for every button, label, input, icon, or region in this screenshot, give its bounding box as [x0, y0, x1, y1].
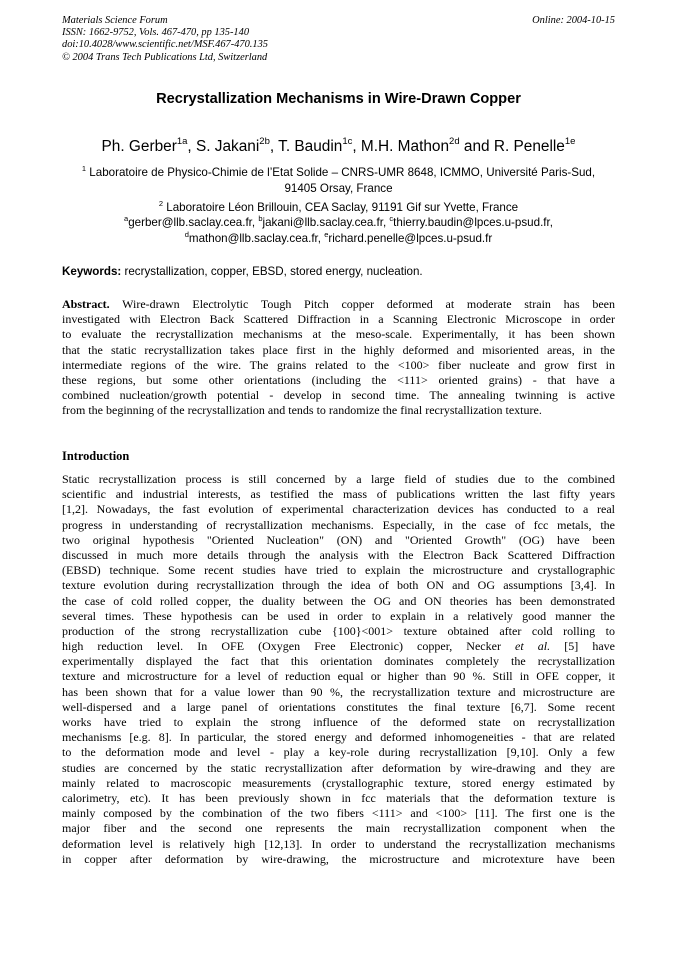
abstract-line: combined nucleation/growth potential - develop in second time. The annealing twinning is active — [62, 388, 615, 403]
section-heading-introduction: Introduction — [62, 449, 130, 463]
author-list — [62, 136, 615, 158]
body-line: the case of cold rolled copper, the duality between the OG and ON theories has been demonstrated — [62, 593, 615, 608]
author: Ph. Gerber$^{1a}$, — [101, 136, 196, 155]
abstract-line: from the beginning of the recrystallization and tends to randomize the final recrystallization texture. — [62, 403, 542, 418]
keywords — [62, 264, 615, 279]
abstract — [62, 297, 615, 419]
body-line: high reduction level. In OFE (Oxygen Free Electronic) copper, Necker et al. [5] have — [62, 639, 615, 654]
keywords-label: Keywords: — [62, 265, 122, 278]
body-line: in copper after deformation by wire-drawing, the microstructure and microtexture have been — [62, 851, 615, 866]
copyright-line: © 2004 Trans Tech Publications Ltd, Switzerland — [62, 51, 268, 63]
introduction-body — [62, 472, 615, 867]
issn-line: ISSN: 1662-9752, Vols. 467-470, pp 135-140 — [62, 27, 250, 39]
body-line: scientific and industrial interests, as testified the mass of publications written the last fifty years — [62, 487, 615, 502]
abstract-line: that the static recrystallization takes place first in the highly deformed and misoriented areas, in the — [62, 342, 615, 357]
body-line: has been shown that for a value lower than 90 %, the recrystallization texture and microstructure are — [62, 684, 615, 699]
journal-name: Materials Science Forum — [62, 15, 168, 26]
author: R. Penelle$^{1e}$ — [493, 136, 576, 155]
abstract-line: investigated with Electron Back Scattered Diffraction in a Scanning Electronic Microscope in order — [62, 312, 615, 327]
body-line: two original hypothesis "Oriented Nucleation" (ON) and "Oriented Growth" (OG) have been — [62, 532, 615, 547]
body-line: well-dispersed and a large panel of orientations constitutes the final texture [6,7]. Some recent — [62, 699, 615, 714]
abstract-line: Abstract. Wire-drawn Electrolytic Tough Pitch copper deformed at moderate strain has been — [62, 297, 615, 311]
author-email: $^e$richard.penelle@lpces.u-psud.fr — [324, 229, 493, 245]
body-line: Static recrystallization process is still concerned by a large field of studies due to the combined — [62, 472, 615, 486]
online-date: Online: 2004-10-15 — [532, 15, 615, 26]
body-line: (EBSD) technique. Some recent studies have tried to explain the microstructure and crystallographic — [62, 563, 615, 578]
affiliation-2: $^2$ Laboratoire Léon Brillouin, CEA Saclay, 91191 Gif sur Yvette, France — [158, 199, 519, 214]
author: T. Baudin$^{1c}$, — [278, 136, 361, 155]
doi-line: doi:10.4028/www.scientific.net/MSF.467-470.135 — [62, 39, 268, 51]
abstract-line: intermediate regions of the wire. The grains related to the <100> fiber nucleate and grow first in — [62, 357, 615, 372]
abstract-label: Abstract. — [62, 297, 110, 311]
author-email: $^c$thierry.baudin@lpces.u-psud.fr, — [389, 214, 553, 229]
body-line: texture and microstructure for a level of reduction equal or higher than 90 %. Still in OFE copper, it — [62, 669, 615, 684]
body-line: texture evolution during recrystallization through the idea of both ON and OG assumptions [3,4]. In — [62, 578, 615, 593]
body-line: discussed in much more details through the analysis with the Electron Back Scattered Diffraction — [62, 547, 615, 562]
author-email: $^a$gerber@llb.saclay.cea.fr, — [124, 214, 259, 229]
keywords-text: recrystallization, copper, EBSD, stored energy, nucleation. — [121, 265, 423, 278]
body-line: to the deformation mode and level - play a key-role during recrystallization [9,10]. Only a few — [62, 745, 615, 760]
body-line: calorimetry, etc). It has been previously shown in fcc materials that the deformation texture is — [62, 790, 615, 805]
affiliation-1: $^1$ Laboratoire de Physico-Chimie de l’Etat Solide – CNRS-UMR 8648, ICMMO, Université Paris-Sud, 91405 Orsay, France — [81, 164, 596, 195]
paper-title: Recrystallization Mechanisms in Wire-Drawn Copper — [156, 91, 521, 107]
body-line: experimentally displayed the fact that this orientation dominates completely the recrystallization — [62, 654, 615, 669]
author: S. Jakani$^{2b}$, — [195, 136, 279, 155]
body-line: works have tried to explain the strong influence of the deformed state on recrystallization — [62, 715, 615, 729]
author-email: $^d$mathon@llb.saclay.cea.fr, — [184, 229, 325, 245]
author-email: $^b$jakani@llb.saclay.cea.fr, — [258, 214, 390, 229]
body-line: mainly related to macroscopic measurements (crystallographic texture, stored energy estimated by — [62, 775, 615, 790]
body-line: mechanisms [e.g. 8]. In particular, the stored energy and deformed inhomogeneities - that are related — [62, 730, 615, 745]
abstract-line: to evaluate the recrystallization mechanisms at the meso-scale. Experimentally, it has been shown — [62, 327, 615, 342]
body-line: [1,2]. Nowadays, the fast evolution of experimental characterization devices has conducted to a real — [62, 502, 615, 517]
email-list — [72, 215, 605, 246]
author: M.H. Mathon$^{2d}$ and — [360, 136, 494, 155]
body-line: deformation level is relatively high [12,13]. In order to understand the recrystallization mechanisms — [62, 836, 615, 851]
body-line: mainly composed by the combination of the two fibers <111> and <100> [11]. The first one is the — [62, 806, 615, 821]
journal-header — [62, 15, 392, 64]
body-line: production of the strong recrystallization cube {100}<001> texture obtained after cold rolling to — [62, 623, 615, 638]
body-line: progress in understanding of recrystallization mechanisms. Especially, in the case of fcc metals, the — [62, 517, 615, 532]
body-line: several times. These hypothesis can be used in order to explain in a relatively good manner the — [62, 608, 615, 623]
abstract-line: these regions, but some other orientations (including the <111> oriented grains) - that have a — [62, 372, 615, 387]
body-line: studies are concerned by the static recrystallization after deformation by wire-drawing and they are — [62, 760, 615, 775]
body-line: major fiber and the second one represents the main recrystallization component when the — [62, 821, 615, 836]
